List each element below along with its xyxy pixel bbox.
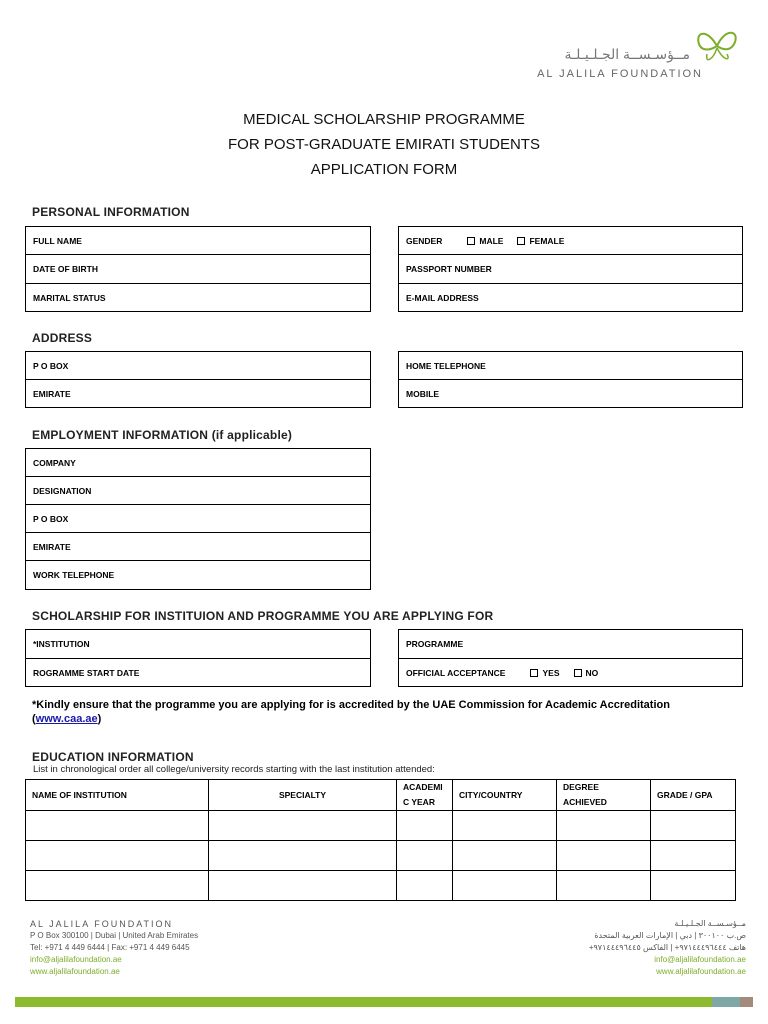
title-line-2: FOR POST-GRADUATE EMIRATI STUDENTS [228, 136, 540, 153]
footer-ar-website[interactable]: www.aljalilafoundation.ae [656, 967, 746, 976]
employment-emirate-field[interactable]: EMIRATE [26, 533, 370, 561]
po-box-field[interactable]: P O BOX [26, 352, 370, 380]
employment-box [25, 448, 371, 590]
footer-email[interactable]: info@aljalilafoundation.ae [30, 955, 122, 964]
title-line-1: MEDICAL SCHOLARSHIP PROGRAMME [243, 111, 525, 128]
official-acceptance-field [399, 659, 742, 687]
no-label: NO [585, 668, 599, 678]
col-city-country: CITY/COUNTRY [453, 780, 557, 811]
col-specialty: SPECIALTY [209, 780, 397, 811]
address-left-box [25, 351, 371, 408]
acceptance-no-option[interactable] [574, 668, 599, 678]
scholarship-heading: SCHOLARSHIP FOR INSTITUION AND PROGRAMME YOU ARE APPLYING FOR [32, 609, 494, 623]
col-degree-achieved: DEGREE ACHIEVED [557, 780, 651, 811]
table-cell[interactable] [209, 841, 397, 871]
footer-ar-name: مــؤسـســة الجـلـيـلـة [674, 919, 746, 928]
table-cell[interactable] [651, 811, 736, 841]
education-table [25, 779, 736, 901]
address-right-box [398, 351, 743, 408]
title-line-3: APPLICATION FORM [310, 161, 458, 178]
footer-ar-address: ص.ب ٣٠٠١٠٠ | دبي | الإمارات العربية المتحدة [594, 931, 746, 940]
mobile-field[interactable]: MOBILE [406, 389, 440, 399]
work-telephone-field[interactable]: WORK TELEPHONE [33, 570, 115, 580]
footer-website[interactable]: www.aljalilafoundation.ae [30, 967, 120, 976]
footer-phones: Tel: +971 4 449 6444 | Fax: +971 4 449 6445 [30, 943, 190, 952]
footer-ar-email[interactable]: info@aljalilafoundation.ae [654, 955, 746, 964]
logo-arabic: مــؤسـســة الجـلـيـلـة [564, 46, 690, 62]
personal-right-box [398, 226, 743, 312]
programme-start-date-field[interactable]: ROGRAMME START DATE [33, 668, 140, 678]
footer-address: P O Box 300100 | Dubai | United Arab Emirates [30, 931, 199, 940]
programme-field[interactable]: PROGRAMME [399, 630, 742, 659]
employment-po-box-field[interactable]: P O BOX [26, 505, 370, 533]
butterfly-logo-icon [693, 24, 741, 68]
gender-male-option[interactable] [467, 236, 503, 246]
date-of-birth-field[interactable]: DATE OF BIRTH [26, 255, 370, 284]
passport-number-field[interactable]: PASSPORT NUMBER [399, 255, 742, 284]
scholarship-left-box [25, 629, 371, 687]
footer-right [589, 918, 746, 978]
footer-left [30, 918, 198, 978]
table-cell[interactable] [209, 871, 397, 901]
note-text: *Kindly ensure that the programme you are applying for is accredited by the UAE Commission for Academic Accreditation [32, 699, 670, 711]
yes-label: YES [542, 668, 560, 678]
logo-english: AL JALILA FOUNDATION [537, 68, 703, 80]
male-label: MALE [479, 235, 504, 246]
table-row [26, 871, 736, 901]
table-cell[interactable] [397, 871, 453, 901]
address-heading: ADDRESS [32, 331, 93, 345]
education-heading: EDUCATION INFORMATION [32, 750, 194, 764]
female-label: FEMALE [529, 235, 565, 246]
col-grade-gpa: GRADE / GPA [651, 780, 736, 811]
table-cell[interactable] [453, 841, 557, 871]
acceptance-yes-option[interactable] [530, 668, 559, 678]
table-cell[interactable] [453, 871, 557, 901]
full-name-field[interactable]: FULL NAME [26, 227, 370, 255]
table-cell[interactable] [557, 811, 651, 841]
footer-name: AL JALILA FOUNDATION [30, 919, 174, 929]
education-header-row [26, 780, 736, 811]
gender-label: GENDER [406, 235, 443, 246]
marital-status-field[interactable]: MARITAL STATUS [33, 293, 106, 303]
gender-female-option[interactable] [517, 236, 564, 246]
table-cell[interactable] [397, 811, 453, 841]
employment-heading: EMPLOYMENT INFORMATION (if applicable) [32, 428, 293, 442]
emirate-field[interactable]: EMIRATE [33, 389, 71, 399]
caa-link[interactable]: www.caa.ae [35, 713, 98, 725]
note-open-paren: ( [32, 713, 36, 725]
table-cell[interactable] [651, 841, 736, 871]
table-row [26, 841, 736, 871]
scholarship-right-box [398, 629, 743, 687]
table-cell[interactable] [209, 811, 397, 841]
personal-left-box [25, 226, 371, 312]
no-checkbox[interactable] [574, 669, 582, 677]
official-acceptance-label: OFFICIAL ACCEPTANCE [406, 668, 506, 678]
male-checkbox[interactable] [467, 237, 475, 245]
footer-ar-phones: هاتف ٩٧١٤٤٤٩٦٤٤٤+ | الفاكس ٩٧١٤٤٤٩٦٤٤٥+ [588, 943, 746, 952]
table-cell[interactable] [397, 841, 453, 871]
footer-bar-brown [740, 997, 753, 1007]
table-row [26, 811, 736, 841]
table-cell[interactable] [651, 871, 736, 901]
table-cell[interactable] [453, 811, 557, 841]
designation-field[interactable]: DESIGNATION [26, 477, 370, 505]
footer-bar-green [15, 997, 712, 1007]
accreditation-note [32, 698, 732, 726]
gender-field [399, 227, 742, 255]
logo [520, 24, 745, 84]
yes-checkbox[interactable] [530, 669, 538, 677]
female-checkbox[interactable] [517, 237, 525, 245]
education-subheading: List in chronological order all college/university records starting with the last institution attended: [33, 764, 435, 775]
email-address-field[interactable]: E-MAIL ADDRESS [406, 293, 479, 303]
col-academic-year: ACADEMI C YEAR [397, 780, 453, 811]
institution-field[interactable]: *INSTITUTION [26, 630, 370, 659]
personal-heading: PERSONAL INFORMATION [32, 205, 190, 219]
table-cell[interactable] [26, 811, 209, 841]
note-close-paren: ) [97, 713, 102, 725]
table-cell[interactable] [26, 871, 209, 901]
footer-bar-teal [712, 997, 740, 1007]
footer-bar [15, 997, 753, 1007]
table-cell[interactable] [557, 841, 651, 871]
home-telephone-field[interactable]: HOME TELEPHONE [399, 352, 742, 380]
table-cell[interactable] [557, 871, 651, 901]
col-name-of-institution: NAME OF INSTITUTION [26, 780, 209, 811]
table-cell[interactable] [26, 841, 209, 871]
company-field[interactable]: COMPANY [26, 449, 370, 477]
